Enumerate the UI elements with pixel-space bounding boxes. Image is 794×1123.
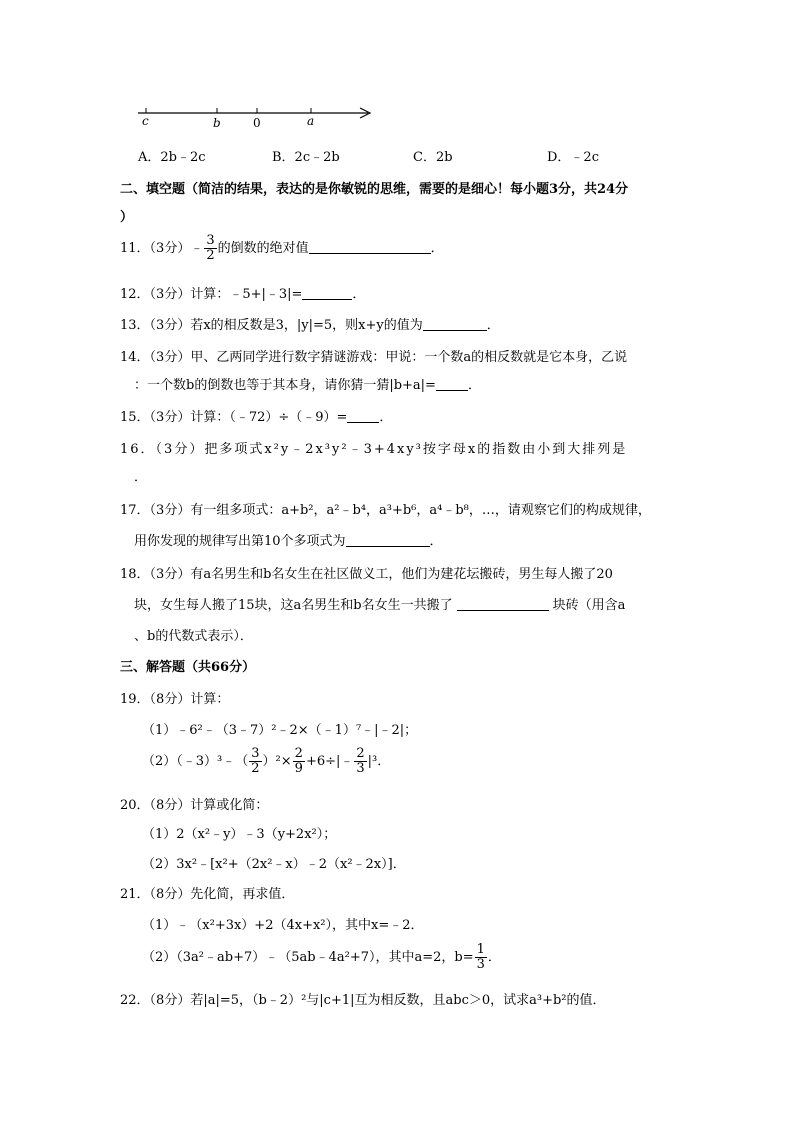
number-line-label-zero: 0 <box>253 116 261 130</box>
question-18-cont2: 、b的代数式表示）． <box>134 629 253 644</box>
fraction: $\frac{3}{2}$ <box>251 746 260 776</box>
question-12: 12．（3分）计算：﹣5+|﹣3|= ． <box>120 287 366 302</box>
fraction: $\frac{2}{9}$ <box>294 746 303 776</box>
question-16: 16．（3分）把多项式x²y﹣2x³y²﹣3+4xy³按字母x的指数由小到大排列是 <box>120 442 628 457</box>
question-14-cont: ：一个数b的倒数也等于其本身，请你猜一猜|b+a|= ． <box>134 378 481 393</box>
number-line-label-c: c <box>142 114 149 128</box>
answer-blank <box>346 532 430 547</box>
question-19: 19．（8分）计算： <box>120 692 230 707</box>
question-21: 21．（8分）先化简，再求值． <box>120 887 295 902</box>
number-line-label-a: a <box>307 114 315 128</box>
fraction: $\frac{1}{3}$ <box>476 942 485 972</box>
question-20: 20．（8分）计算或化简： <box>120 798 269 813</box>
number-line-label-b: b <box>213 116 221 130</box>
question-17: 17．（3分）有一组多项式：a+b²，a²﹣b⁴，a³+b⁶，a⁴﹣b⁸，…，请观察它们的构成规律， <box>120 503 651 518</box>
answer-blank <box>436 376 468 391</box>
answer-blank <box>423 316 487 331</box>
question-19-part-1: （1）﹣6²﹣（3﹣7）²﹣2×（﹣1）⁷﹣|﹣2|； <box>142 723 418 738</box>
section2-heading: 二、填空题（简洁的结果，表达的是你敏锐的思维，需要的是细心！每小题3分，共24分 <box>120 182 629 197</box>
option-b: B．2c﹣2b <box>272 150 340 165</box>
section2-heading-cont: ） <box>120 210 134 225</box>
question-16-cont: ． <box>134 470 148 485</box>
answer-blank <box>302 285 352 300</box>
question-15: 15．（3分）计算：（﹣72）÷（﹣9）= ． <box>120 410 393 425</box>
fraction: $\frac{3}{2}$ <box>206 233 215 263</box>
fraction: $\frac{2}{3}$ <box>356 746 365 776</box>
question-13: 13．（3分）若x的相反数是3，|y|=5，则x+y的值为 ． <box>120 318 500 333</box>
answer-blank <box>457 596 549 611</box>
section3-heading: 三、解答题（共66分） <box>120 660 256 675</box>
option-a: A．2b﹣2c <box>138 150 206 165</box>
option-d: D．﹣2c <box>547 150 599 165</box>
question-18: 18．（3分）有a名男生和b名女生在社区做义工，他们为建花坛搬砖，男生每人搬了20 <box>120 567 613 582</box>
question-19-part-2: （2）（﹣3）³﹣（ $\frac{3}{2}$ ）²× $\frac{2}{9}$ +6÷|﹣ $\frac{2}{3}$ |³． <box>142 746 391 776</box>
option-c: C．2b <box>413 150 453 165</box>
answer-blank <box>309 239 431 254</box>
question-14: 14．（3分）甲、乙两同学进行数字猜谜游戏：甲说：一个数a的相反数就是它本身，乙说 <box>120 350 628 365</box>
answer-blank <box>347 408 379 423</box>
question-17-cont: 用你发现的规律写出第10个多项式为 ． <box>134 534 443 549</box>
question-21-part-1: （1）﹣（x²+3x）+2（4x+x²），其中x=﹣2． <box>142 918 424 933</box>
question-20-part-2: （2）3x²﹣[x²+（2x²﹣x）﹣2（x²﹣2x）]． <box>142 857 406 872</box>
question-22: 22．（8分）若|a|=5，（b﹣2）²与|c+1|互为相反数，且abc＞0，试求a³+b²的值． <box>120 993 606 1008</box>
question-20-part-1: （1）2（x²﹣y）﹣3（y+2x²）； <box>142 827 337 842</box>
question-18-cont: 块，女生每人搬了15块，这a名男生和b名女生一共搬了 块砖（用含a <box>134 598 626 613</box>
question-21-part-2: （2）（3a²﹣ab+7）﹣（5ab﹣4a²+7），其中a=2，b= $\frac{1}{3}$ ． <box>142 942 501 972</box>
question-11: 11．（3分）﹣ $\frac{3}{2}$ 的倒数的绝对值 ． <box>120 233 444 263</box>
